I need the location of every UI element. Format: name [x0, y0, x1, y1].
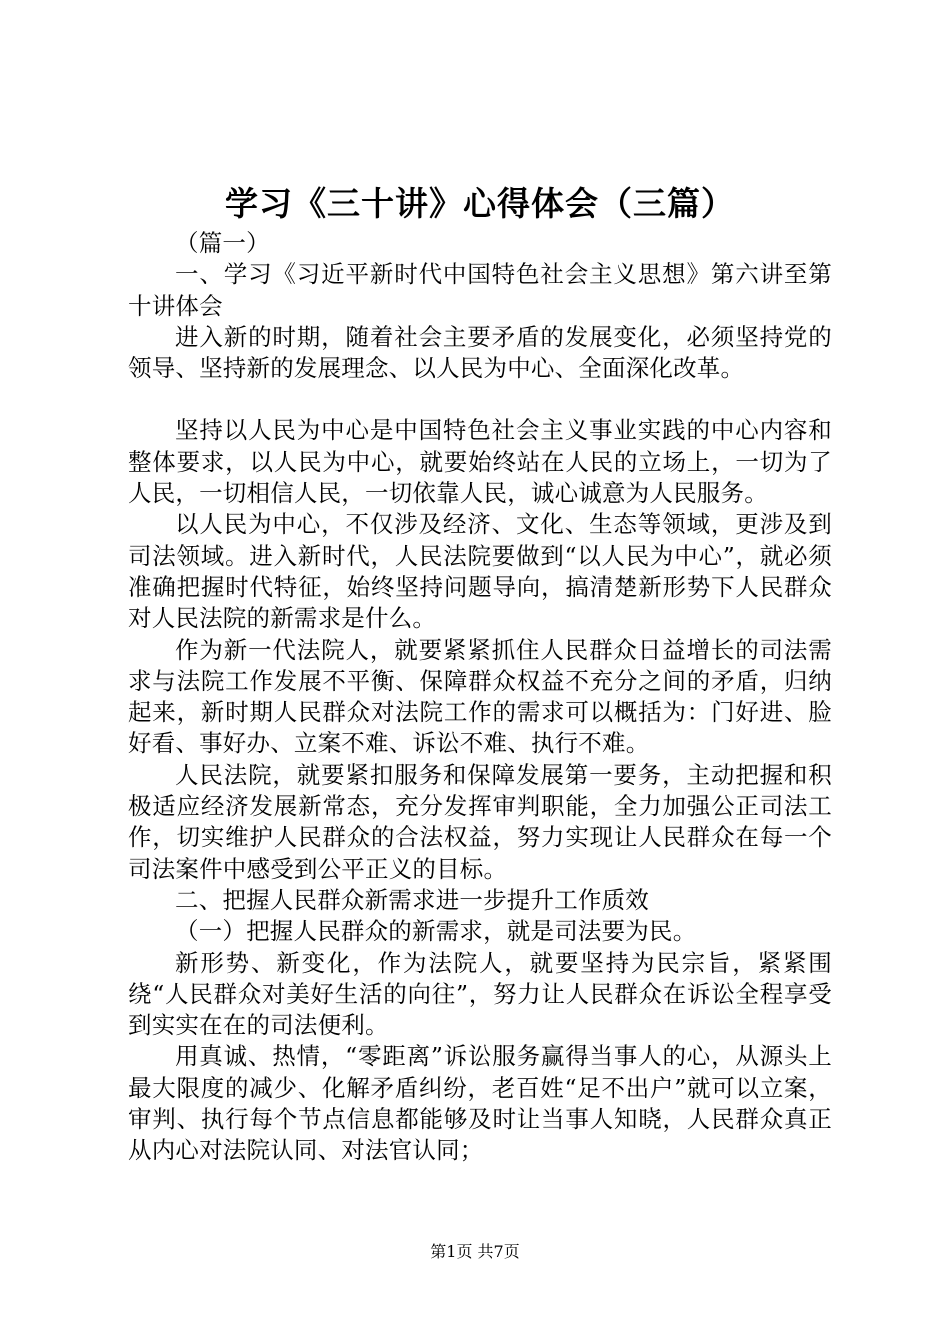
subsection-heading: （一）把握人民群众的新需求，就是司法要为民。	[175, 917, 697, 946]
paragraph: 坚持以人民为中心是中国特色社会主义事业实践的中心内容和整体要求，以人民为中心，就要始终站在人民的立场上，一切为了人民，一切相信人民，一切依靠人民，诚心诚意为人民服务。	[128, 416, 832, 508]
paragraph: 作为新一代法院人，就要紧紧抓住人民群众日益增长的司法需求与法院工作发展不平衡、保障群众权益不充分之间的矛盾，归纳起来，新时期人民群众对法院工作的需求可以概括为：门好进、脸好看、事好办、立案不难、诉讼不难、执行不难。	[128, 635, 832, 758]
paragraph: 新形势、新变化，作为法院人，就要坚持为民宗旨，紧紧围绕“人民群众对美好生活的向往”，努力让人民群众在诉讼全程享受到实实在在的司法便利。	[128, 948, 832, 1040]
section-heading-1: 一、学习《习近平新时代中国特色社会主义思想》第六讲至第十讲体会	[128, 260, 832, 320]
document-title: 学习《三十讲》心得体会（三篇）	[225, 184, 735, 223]
paragraph: 以人民为中心，不仅涉及经济、文化、生态等领域，更涉及到司法领域。进入新时代，人民法院要做到“以人民为中心”，就必须准确把握时代特征，始终坚持问题导向，搞清楚新形势下人民群众对人民法院的新需求是什么。	[128, 510, 832, 633]
paragraph: 用真诚、热情，“零距离”诉讼服务赢得当事人的心，从源头上最大限度的减少、化解矛盾纠纷，老百姓“足不出户”就可以立案，审判、执行每个节点信息都能够及时让当事人知晓，人民群众真正从内心对法院认同、对法官认同；	[128, 1042, 832, 1165]
document-body	[128, 176, 832, 1167]
paragraph: 进入新的时期，随着社会主要矛盾的发展变化，必须坚持党的领导、坚持新的发展理念、以人民为中心、全面深化改革。	[128, 322, 832, 383]
page-footer: 第1页 共7页	[430, 1242, 520, 1261]
paragraph: 人民法院，就要紧扣服务和保障发展第一要务，主动把握和积极适应经济发展新常态，充分发挥审判职能，全力加强公正司法工作，切实维护人民群众的合法权益，努力实现让人民群众在每一个司法案件中感受到公平正义的目标。	[128, 760, 832, 883]
section-label: （篇一）	[175, 229, 270, 257]
section-heading-2: 二、把握人民群众新需求进一步提升工作质效	[175, 885, 649, 914]
